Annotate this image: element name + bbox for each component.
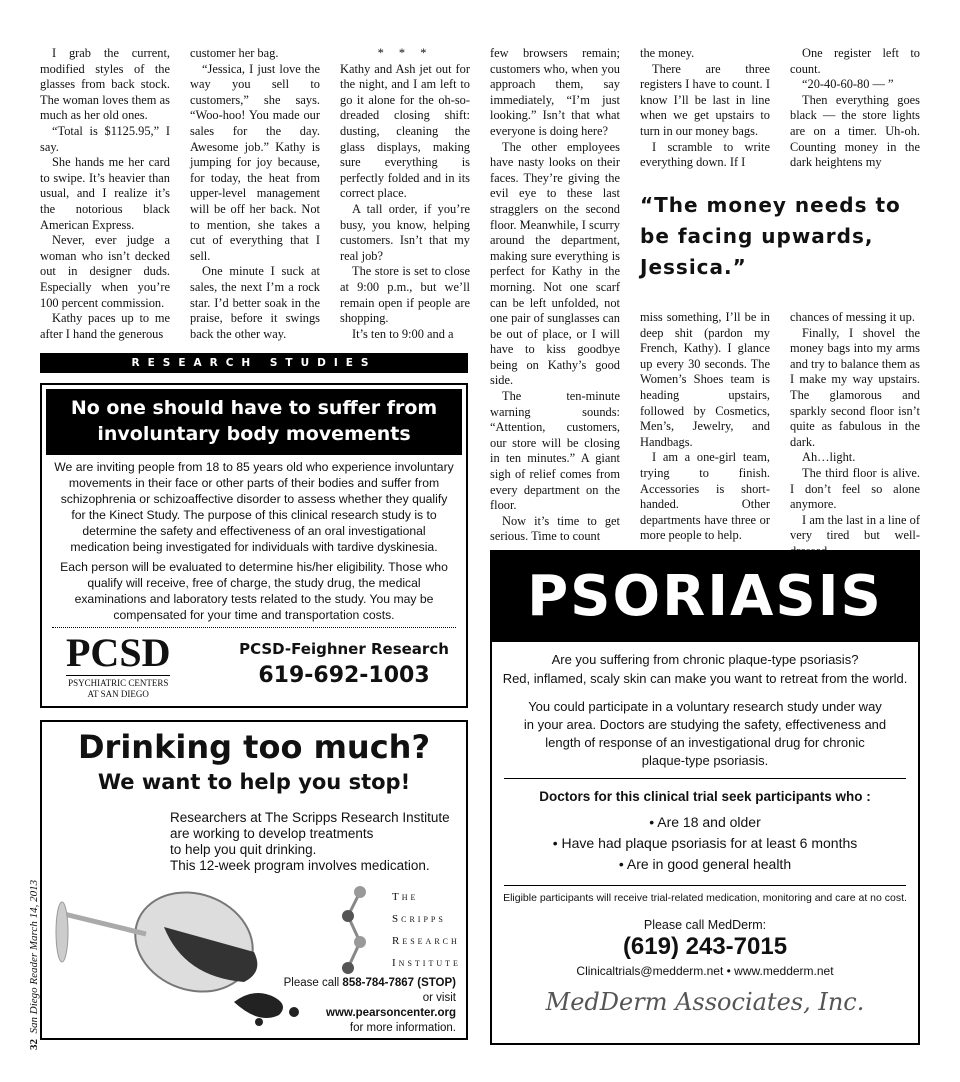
list-line: Research (392, 935, 460, 947)
pcsd-logo-text: PCSD (66, 630, 171, 675)
paragraph: Kathy paces up to me after I hand the generous (40, 311, 170, 341)
scripps-logo-text (392, 886, 461, 974)
paragraph: One register left to count. (790, 46, 920, 76)
scripps-molecule-icon (340, 884, 370, 976)
list-line: are working to develop treatments (170, 826, 374, 841)
ad-scripps (40, 720, 468, 1040)
paragraph: few browsers remain; customers who, when you approach them, say immediately, “I’m just looking.” Isn’t that what everyone is doing here? (490, 46, 620, 138)
footer-publication: San Diego Reader March 14, 2013 (28, 879, 40, 1034)
article-column-1 (40, 46, 170, 342)
ad-psoriasis (490, 550, 920, 1045)
list-line: • Are 18 and older (649, 814, 761, 830)
paragraph: “Total is $1125.95,” I say. (40, 123, 170, 154)
paragraph: I scramble to write everything down. If I (640, 139, 770, 170)
pull-quote: “The money needs to be facing upwards, Jessica.” (640, 193, 901, 279)
article-column-6-top (790, 46, 920, 171)
more-info: for more information. (349, 1022, 456, 1034)
list-line: Researchers at The Scripps Research Institute (170, 810, 450, 825)
psoriasis-phone: (619) 243-7015 (622, 933, 788, 960)
pcsd-org-name: PCSD-Feighner Research (239, 640, 449, 658)
ad-scripps-title: Drinking too much? (77, 728, 430, 766)
psoriasis-title: PSORIASIS (492, 552, 918, 642)
paragraph: Finally, I shovel the money bags into my arms and try to balance them as I make my way upstairs. The glamorous and sparkly second floor isn’t quite as fabulous in the dark. (790, 325, 920, 449)
psoriasis-question-2: Red, inflamed, scaly skin can make you want to retreat from the world. (502, 671, 908, 686)
psoriasis-seek: Doctors for this clinical trial seek participants who : (539, 789, 871, 804)
list-line: • Have had plaque psoriasis for at least 6 months (552, 835, 858, 851)
article-column-2 (190, 46, 320, 342)
ad-scripps-contact (284, 976, 456, 1036)
paragraph: The store is set to close at 9:00 p.m., but we’ll remain open if people are shopping. (340, 264, 470, 326)
paragraph: Now it’s time to get serious. Time to count (490, 513, 620, 544)
ad-pcsd (40, 383, 468, 708)
ad-pcsd-paragraph-2: Each person will be evaluated to determine his/her eligibility. Those who qualify will receive, free of charge, the study drug, the medical examinations and laboratory tests related to the study. You may be compensated for your time and transportation costs. (60, 560, 448, 622)
call-prefix: Please call (283, 977, 343, 989)
paragraph: The third floor is alive. I don’t feel so alone anymore. (790, 465, 920, 512)
paragraph: Kathy and Ash jet out for the night, and I am left to go it alone for the oh-so-dreaded closing shift: dusting, cleaning the glass displays, making sure everything is perfectly folded and in its correct place. (340, 61, 470, 201)
article-column-5-top (640, 46, 770, 171)
pcsd-logo (66, 630, 171, 700)
paragraph: Ah…light. (802, 450, 856, 465)
scripps-website: www.pearsoncenter.org (326, 1007, 456, 1019)
ad-scripps-subtitle: We want to help you stop! (97, 770, 411, 794)
list-line: Scripps (392, 913, 446, 925)
paragraph: Then everything goes black — the store lights are on a timer. Uh-oh. Counting money in the dark heightens my (790, 92, 920, 170)
article-column-3 (340, 46, 470, 342)
ad-pcsd-paragraph-1: We are inviting people from 18 to 85 years old who experience involuntary movements in their face or other parts of their bodies and suffer from schizophrenia or schizoaffective disorder to assess whether they qualify for the Kinect Study. The purpose of this clinical research study is to determine the safety and effectiveness of an oral investigational medication being investigated for individuals with tardive dyskinesia. (54, 460, 454, 554)
psoriasis-body: You could participate in a voluntary research study under way in your area. Doctors are studying the safety, effectiveness and length of response of an investigational drug for chronic plaque-type psoriasis. (523, 699, 887, 768)
paragraph: I am the last in a line of very tired but well- (790, 512, 920, 543)
wine-glass-illustration (44, 872, 304, 1032)
psoriasis-eligible: Eligible participants will receive trial-related medication, monitoring and care at no cost. (503, 892, 907, 904)
paragraph: A tall order, if you’re busy, you know, helping customers. Isn’t that my real job? (340, 201, 470, 263)
list-line: • Are in good general health (618, 856, 792, 872)
article-column-4 (490, 46, 620, 545)
paragraph: One minute I suck at sales, the next I’m a rock star. I’d better soak in the praise, before it swings back the other way. (190, 264, 320, 341)
psoriasis-contact: Clinicaltrials@medderm.net • www.medderm.net (576, 964, 834, 978)
paragraph: The other employees have nasty looks on their faces. They’re giving the evil eye to these last stragglers on the second floor. Meanwhile, I scurry around the department, making sure everything is perfect for Kathy in the morning. Not one scarf can be left unfolded, not one pair of sunglasses can be out of place, or I will have to kiss goodbye being on Kathy’s good side. (490, 139, 620, 388)
call-number: 858-784-7867 (STOP) (342, 977, 456, 989)
paragraph: chances of messing it up. (790, 310, 915, 324)
paragraph: miss something, I’ll be in deep shit (pardon my French, Kathy). I glance up every 30 seconds. The Women’s Shoes team is heading upstairs, followed by Cosmetics, Men’s, Jewelry, and Handbags. (640, 310, 770, 449)
page-number: 32 (28, 1039, 40, 1050)
section-break-stars: * * * (377, 46, 433, 60)
paragraph: I grab the current, modified styles of the glasses from back stock. The woman loves them as much as her old ones. (40, 46, 170, 123)
divider (52, 627, 456, 628)
paragraph: the money. (640, 46, 695, 60)
pcsd-logo-sub2: AT SAN DIEGO (87, 689, 149, 699)
page-footer (26, 880, 40, 1050)
pcsd-phone: 619-692-1003 (258, 663, 430, 688)
paragraph: There are three registers I have to count. I know I’ll be last in line when we get upstairs to turn in our money bags. (640, 61, 770, 138)
list-line: Institute (392, 957, 461, 969)
psoriasis-criteria (492, 812, 918, 875)
list-line: The (392, 891, 419, 903)
paragraph: Never, ever judge a woman who isn’t decked out in designer duds. Especially when you’re 100 percent commission. (40, 233, 170, 310)
paragraph: I am a one-girl team, trying to finish. Accessories is short-handed. Other departments have three or more people to help. (640, 450, 770, 543)
paragraph: customer her bag. (190, 46, 279, 60)
paragraph: It’s ten to 9:00 and a (352, 326, 454, 341)
paragraph: The ten-minute warning sounds: “Attention, customers, our store will be closing in ten minutes.” A giant sigh of relief comes from every department on the floor. (490, 389, 620, 513)
section-label: RESEARCH STUDIES (40, 353, 468, 373)
psoriasis-question-1: Are you suffering from chronic plaque-type psoriasis? (551, 652, 859, 667)
ad-pcsd-headline: No one should have to suffer from involuntary body movements (46, 389, 462, 455)
article-column-5-bottom (640, 310, 770, 544)
or-visit: or visit (422, 992, 456, 1004)
pcsd-logo-sub1: PSYCHIATRIC CENTERS (68, 678, 169, 688)
paragraph: “Jessica, I just love the way you sell to customers,” she says. “Woo-hoo! You made our sales for the day. Awesome job.” Kathy is jumping for joy because, for today, the heat from upper-level management will be off her back. Not to mention, she takes a cut of everything that I sell. (190, 61, 320, 263)
medderm-logo: MedDerm Associates, Inc. (545, 988, 865, 1016)
paragraph: She hands me her card to swipe. It’s heavier than usual, and I realize it’s the notorious black American Express. (40, 155, 170, 232)
article-column-6-bottom (790, 310, 920, 560)
list-line: to help you quit drinking. (170, 842, 317, 857)
paragraph: “20-40-60-80 — ” (802, 77, 894, 92)
list-line: This 12-week program involves medication. (170, 858, 430, 873)
ad-scripps-body (170, 810, 450, 874)
psoriasis-please-call: Please call MedDerm: (643, 918, 767, 932)
